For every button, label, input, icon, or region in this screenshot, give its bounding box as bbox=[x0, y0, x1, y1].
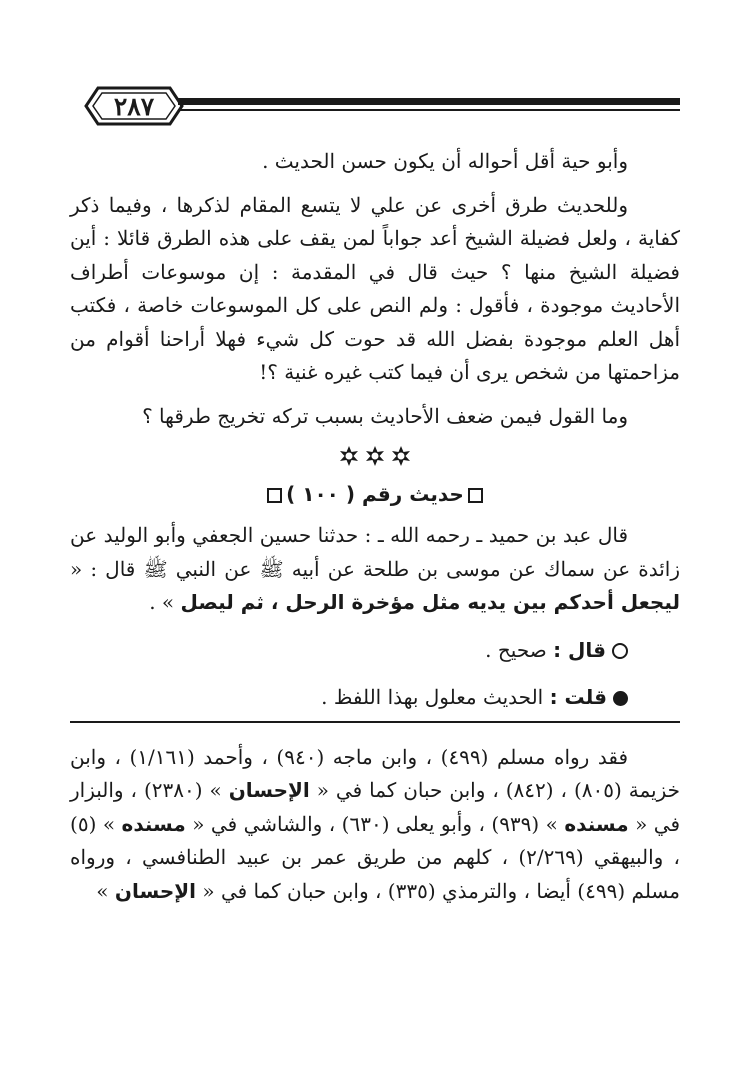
section-divider bbox=[70, 721, 680, 723]
intro-paragraph: وللحديث طرق أخرى عن علي لا يتسع المقام لذكرها ، وفيما ذكر كفاية ، ولعل فضيلة الشيخ أعد جواباً لمن يقف على هذه الطرق قائلا : أين فضيلة الشيخ منها ؟ حيث قال في المقدمة : إن موسوعات أطراف الأحاديث موجودة ، فأقول : ولم النص على كل الموسوعات خاصة ، فكتب أهل العلم موجودة بفضل الله قد حوت كل شيء فهلا أراحنا أقوام من مزاحمتها من شخص يرى أن فيما كتب غيره غنية ؟! bbox=[70, 192, 680, 384]
star-ornament-icon bbox=[338, 445, 360, 467]
ruling-qultu-text: الحديث معلول بهذا اللفظ . bbox=[321, 685, 544, 709]
square-marker-icon bbox=[267, 488, 282, 503]
header-rule bbox=[178, 98, 680, 105]
book-title: الإحسان bbox=[114, 878, 196, 903]
filled-circle-icon bbox=[613, 691, 628, 706]
header-rule-thin bbox=[178, 109, 680, 111]
hadith-matn: ليجعل أحدكم بين يديه مثل مؤخرة الرحل ، ثم ليصل bbox=[180, 590, 680, 614]
takhrij-paragraph bbox=[70, 741, 680, 909]
book-title: مسنده bbox=[564, 811, 629, 836]
hadith-heading-text: حديث رقم ( ١٠٠ ) bbox=[286, 482, 464, 506]
hadith-matn-end: » . bbox=[149, 590, 175, 614]
intro-line: وأبو حية أقل أحواله أن يكون حسن الحديث . bbox=[262, 149, 628, 173]
takhrij-text: » (٥) ، والبيهقي (٢/٢٦٩) ، كلهم من طريق عمر بن عبيد الطنافسي ، ورواه مسلم (٤٩٩) أيضا ، والترمذي (٣٣٥) ، وابن حبان كما في « bbox=[70, 811, 681, 903]
hadith-isnad: قال عبد بن حميد ـ رحمه الله ـ : حدثنا حسين الجعفي وأبو الوليد عن زائدة عن سماك عن موسى بن طلحة عن أبيه ﷺ عن النبي ﷺ قال : « bbox=[70, 523, 680, 581]
hadith-heading bbox=[70, 477, 680, 511]
open-circle-icon bbox=[612, 643, 628, 659]
book-title: مسنده bbox=[121, 811, 186, 836]
page-number: ٢٨٧ bbox=[113, 91, 155, 121]
hadith-text bbox=[70, 519, 680, 620]
ruling-qala bbox=[70, 634, 680, 668]
ruling-qultu bbox=[70, 681, 680, 715]
ruling-qultu-label: قلت : bbox=[549, 685, 607, 709]
takhrij-text: » (٢٣٨٠) ، والبزار في « bbox=[70, 778, 681, 836]
page-content bbox=[70, 145, 680, 908]
star-ornament-icon bbox=[390, 445, 412, 467]
star-ornament-icon bbox=[364, 445, 386, 467]
intro-question: وما القول فيمن ضعف الأحاديث بسبب تركه تخريج طرقها ؟ bbox=[142, 403, 628, 428]
ruling-qala-text: صحيح . bbox=[485, 637, 547, 662]
page-number-badge bbox=[84, 86, 184, 126]
ruling-qala-label: قال : bbox=[553, 637, 606, 662]
ornament-divider bbox=[70, 445, 680, 467]
takhrij-text: » (٩٣٩) ، وأبو يعلى (٦٣٠) ، والشاشي في « bbox=[192, 811, 558, 836]
takhrij-text: فقد رواه مسلم (٤٩٩) ، وابن ماجه (٩٤٠) ، وأحمد (١/١٦١) ، وابن خزيمة (٨٠٥) ، (٨٤٢) ، وابن حبان كما في « bbox=[70, 744, 680, 802]
book-title: الإحسان bbox=[228, 778, 310, 802]
square-marker-icon bbox=[468, 488, 483, 503]
takhrij-text: » bbox=[96, 878, 109, 903]
